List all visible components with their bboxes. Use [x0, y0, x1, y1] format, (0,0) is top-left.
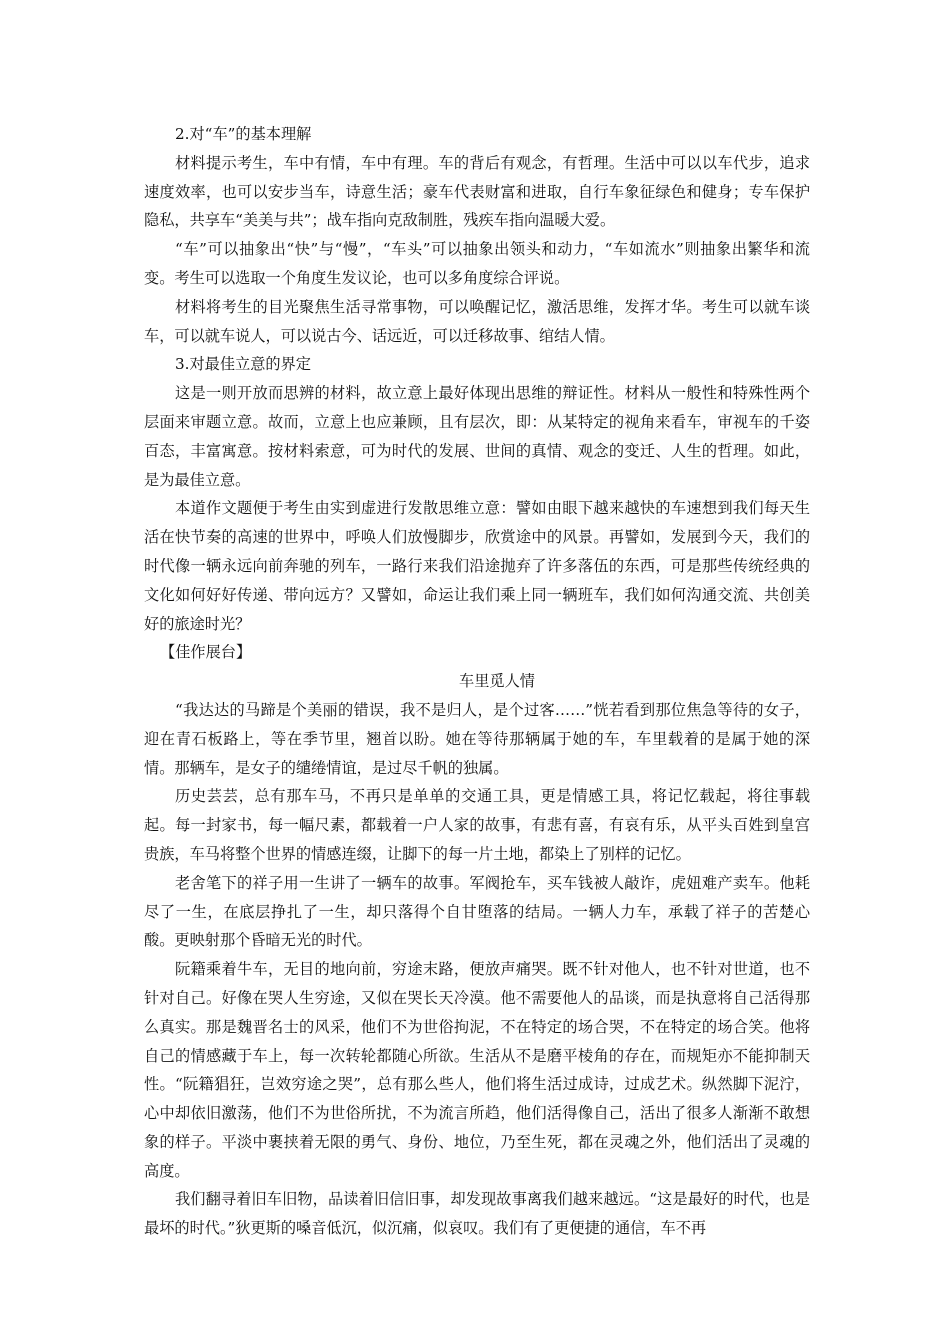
essay-title: 车里觅人情: [459, 672, 535, 691]
document-page: [144, 120, 810, 1243]
essay-paragraph: 老舍笔下的祥子用一生讲了一辆车的故事。军阀抢车，买车钱被人敲诈，虎妞难产卖车。他耗尽了一生，在底层挣扎了一生，却只落得个自甘堕落的结局。一辆人力车，承载了祥子的苦楚心酸。更映射那个昏暗无光的时代。: [144, 873, 810, 950]
section-heading-3: 3.对最佳立意的界定: [175, 355, 311, 374]
section-heading-2: 2.对“车”的基本理解: [175, 125, 312, 143]
paragraph: 材料将考生的目光聚焦生活寻常事物，可以唤醒记忆，激活思维，发挥才华。考生可以就车谈车，可以就车说人，可以说古今、话远近，可以迁移故事、绾结人情。: [144, 297, 810, 345]
showcase-label: 【佳作展台】: [160, 643, 252, 662]
essay-paragraph: 阮籍乘着牛车，无目的地向前，穷途末路，便放声痛哭。既不针对他人，也不针对世道，也不针对自己。好像在哭人生穷途，又似在哭长天冷漠。他不需要他人的品谈，而是执意将自己活得那么真实。那是魏晋名士的风采，他们不为世俗拘泥，不在特定的场合哭，不在特定的场合笑。他将自己的情感藏于车上，每一次转轮都随心所欲。生活从不是磨平棱角的存在，而规矩亦不能抑制天性。“阮籍猖狂，岂效穷途之哭”，总有那么些人，他们将生活过成诗，过成艺术。纵然脚下泥泞，心中却依旧激荡，他们不为世俗所扰，不为流言所趋，他们活得像自己，活出了很多人渐渐不敢想象的样子。平淡中裹挟着无限的勇气、身份、地位，乃至生死，都在灵魂之外，他们活出了灵魂的高度。: [144, 960, 810, 1180]
paragraph: 这是一则开放而思辨的材料，故立意上最好体现出思维的辩证性。材料从一般性和特殊性两个层面来审题立意。故而，立意上也应兼顾，且有层次，即：从某特定的视角来看车，审视车的千姿百态，丰富寓意。按材料索意，可为时代的发展、世间的真情、观念的变迁、人生的哲理。如此，是为最佳立意。: [144, 384, 810, 489]
essay-paragraph: 我们翻寻着旧车旧物，品读着旧信旧事，却发现故事离我们越来越远。“这是最好的时代，也是最坏的时代。”狄更斯的嗓音低沉，似沉痛，似哀叹。我们有了更便捷的通信，车不再: [144, 1190, 810, 1238]
essay-paragraph: “我达达的马蹄是个美丽的错误，我不是归人，是个过客……”恍若看到那位焦急等待的女子，迎在青石板路上，等在季节里，翘首以盼。她在等待那辆属于她的车，车里载着的是属于她的深情。那辆车，是女子的缱绻情谊，是过尽千帆的独属。: [144, 700, 810, 777]
paragraph: “车”可以抽象出“快”与“慢”，“车头”可以抽象出领头和动力，“车如流水”则抽象出繁华和流变。考生可以选取一个角度生发议论，也可以多角度综合评说。: [144, 240, 810, 287]
paragraph: 材料提示考生，车中有情，车中有理。车的背后有观念，有哲理。生活中可以以车代步，追求速度效率，也可以安步当车，诗意生活；豪车代表财富和进取，自行车象征绿色和健身；专车保护隐私，共享车“美美与共”；战车指向克敌制胜，残疾车指向温暖大爱。: [144, 153, 810, 230]
essay-paragraph: 历史芸芸，总有那车马，不再只是单单的交通工具，更是情感工具，将记忆载起，将往事载起。每一封家书，每一幅尺素，都载着一户人家的故事，有悲有喜，有哀有乐，从平头百姓到皇宫贵族，车马将整个世界的情感连缀，让脚下的每一片土地，都染上了别样的记忆。: [144, 787, 810, 863]
paragraph: 本道作文题便于考生由实到虚进行发散思维立意：譬如由眼下越来越快的车速想到我们每天生活在快节奏的高速的世界中，呼唤人们放慢脚步，欣赏途中的风景。再譬如，发展到今天，我们的时代像一辆永远向前奔驰的列车，一路行来我们沿途抛弃了许多落伍的东西，可是那些传统经典的文化如何好好传递、带向远方？又譬如，命运让我们乘上同一辆班车，我们如何沟通交流、共创美好的旅途时光？: [144, 499, 810, 633]
